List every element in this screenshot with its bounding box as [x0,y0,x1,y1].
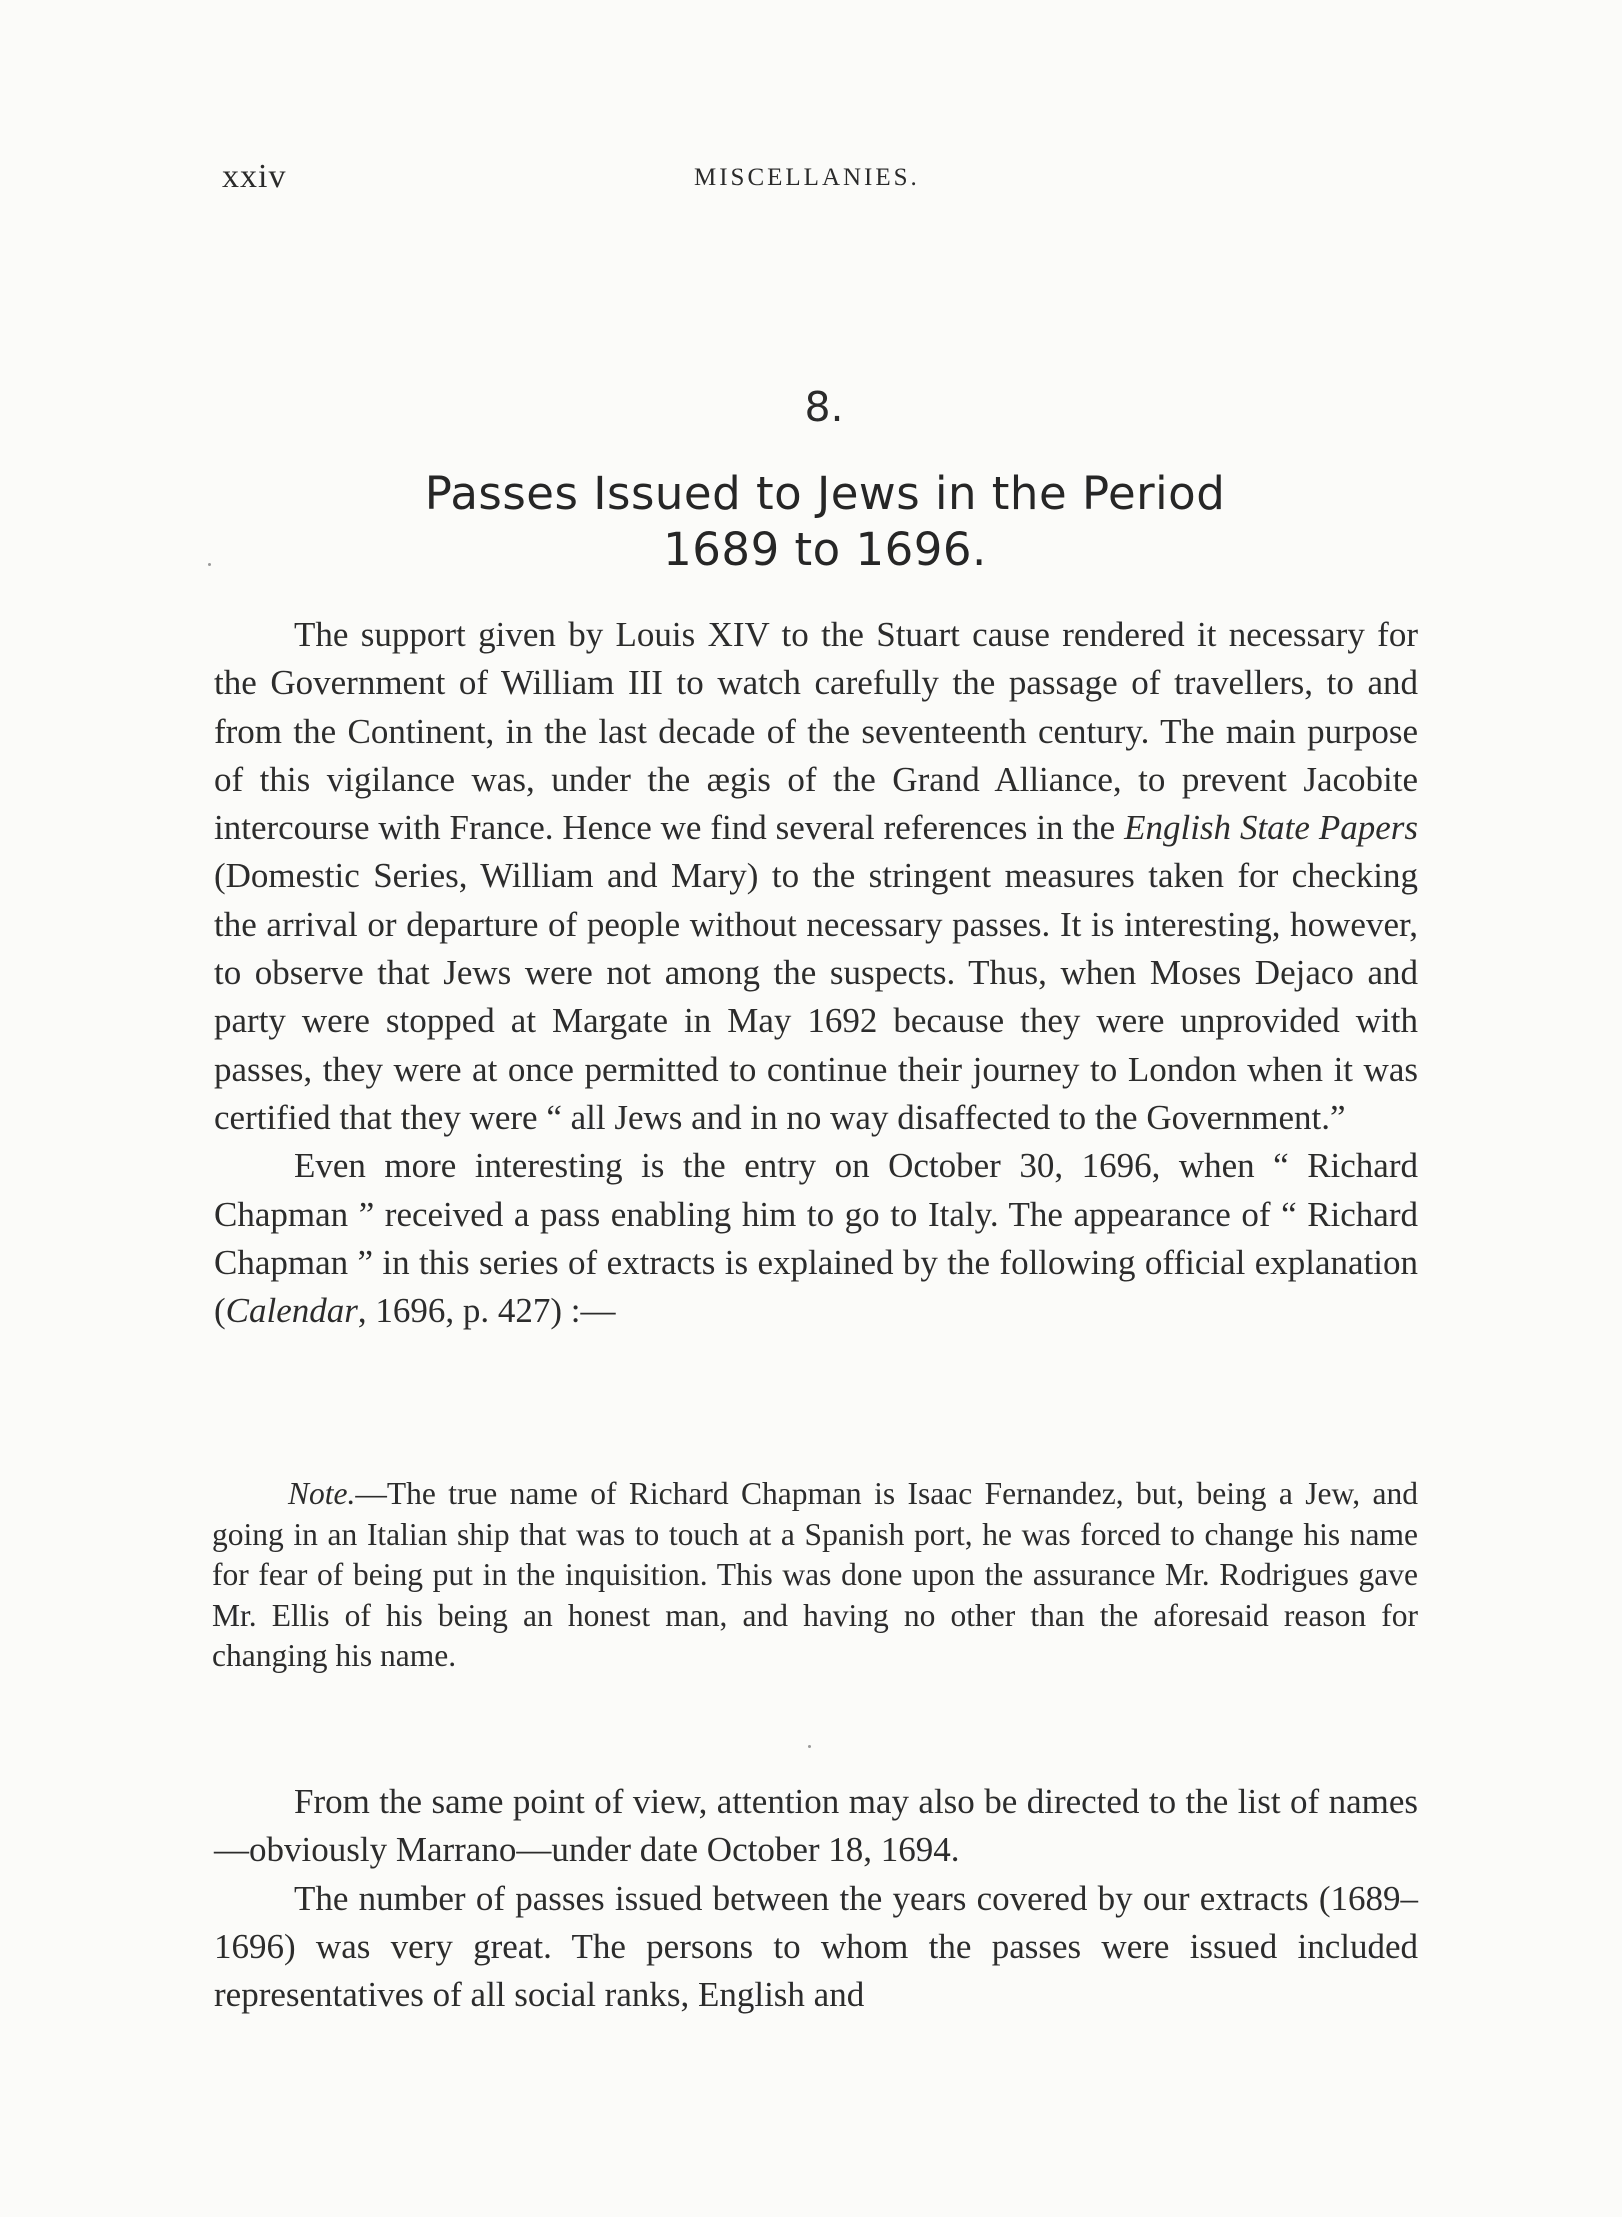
paragraph-2-text-b: , 1696, p. 427) :— [357,1291,616,1331]
paper-speck [808,1745,811,1748]
note-label: Note. [288,1476,356,1511]
section-title [210,466,1440,578]
paragraph-3: From the same point of view, attention may also be directed to the list of names—obviously Marrano—under date October 18, 1694. [214,1782,1418,1870]
paragraph-2-source-title: Calendar [225,1291,358,1331]
running-head [222,158,1422,198]
paragraph-1 [214,611,1418,1142]
paragraph-1-source-title: English State Papers [1124,808,1418,848]
paragraph-2 [214,1142,1418,1335]
paragraph-1-text-a: The support given by Louis XIV to the Stuart cause rendered it necessary for the Government of William III to watch carefully the passage of travellers, to and from the Continent, in the last decade of the seventeenth century. The main purpose of this vigilance was, under the ægis of the Grand Alliance, to prevent Jacobite intercourse with France. Hence we find several references in the [214,615,1418,848]
note-text: —The true name of Richard Chapman is Isaac Fernandez, but, being a Jew, and going in an Italian ship that was to touch at a Spanish port, he was forced to change his name for fear of being put in the inquisition. This was done upon the assurance Mr. Rodrigues gave Mr. Ellis of his being an honest man, and having no other than the aforesaid reason for changing his name. [212,1476,1418,1673]
section-title-line-1: Passes Issued to Jews in the Period [424,467,1226,520]
running-title: MISCELLANIES. [694,164,920,191]
page-number: xxiv [222,158,287,195]
note-paragraph [212,1474,1418,1677]
paragraph-4: The number of passes issued between the years covered by our extracts (1689–1696) was very great. The persons to whom the passes were issued included representatives of all social ranks, English and [214,1878,1418,2015]
quoted-note [212,1474,1418,1677]
body-lower [214,1778,1418,2019]
paragraph-2-text-a: Even more interesting is the entry on October 30, 1696, when “ Richard Chapman ” received a pass enabling him to go to Italy. The appearance of “ Richard Chapman ” in this series of extracts is explained by the following official explanation ( [214,1146,1418,1331]
paragraph-1-text-b: (Domestic Series, William and Mary) to the stringent measures taken for checking the arrival or departure of people without necessary passes. It is interesting, however, to observe that Jews were not among the suspects. Thus, when Moses Dejaco and party were stopped at Margate in May 1692 because they were unprovided with passes, they were at once permitted to continue their journey to London when it was certified that they were “ all Jews and in no way disaffected to the Government.” [214,856,1418,1137]
section-title-line-2: 1689 to 1696. [663,523,987,576]
section-number: 8. [804,383,844,431]
paper-speck [208,563,211,566]
body-upper [214,611,1418,1335]
